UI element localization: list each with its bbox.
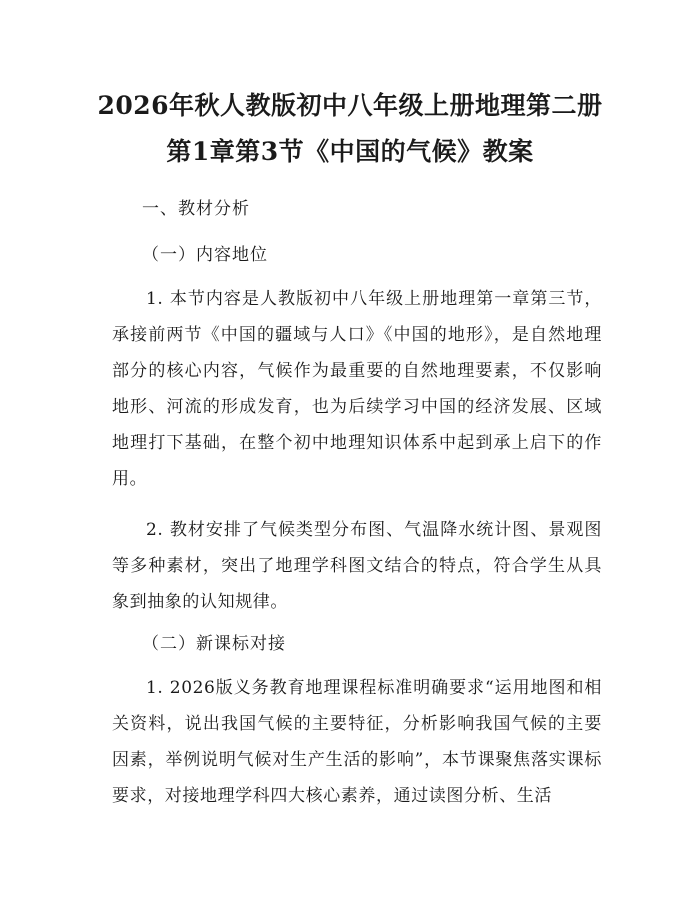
paragraph-new-curriculum-1: 1. 2026版义务教育地理课程标准明确要求“运用地图和相关资料，说出我国气候的主要特征，分析影响我国气候的主要因素，举例说明气候对生产生活的影响”，本节课聚焦落实课标要求，对接地理学科四大核心素养，通过读图分析、生活 (112, 678, 602, 806)
subsection-heading-content-position: （一）内容地位 (142, 245, 268, 265)
paragraph-content-position-1: 1. 本节内容是人教版初中八年级上册地理第一章第三节，承接前两节《中国的疆域与人口》《中国的地形》，是自然地理部分的核心内容，气候作为最重要的自然地理要素，不仅影响地形、河流的形成发育，也为后续学习中国的经济发展、区域地理打下基础，在整个初中地理知识体系中起到承上启下的作用。 (112, 289, 602, 489)
subsection-heading-new-curriculum: （二）新课标对接 (142, 634, 286, 654)
section-heading-textbook-analysis: 一、教材分析 (142, 199, 250, 219)
document-title-line-2: 第1章第3节《中国的气候》教案 (166, 137, 534, 166)
paragraph-content-position-2: 2. 教材安排了气候类型分布图、气温降水统计图、景观图等多种素材，突出了地理学科图文结合的特点，符合学生从具象到抽象的认知规律。 (112, 520, 602, 612)
document-title-line-1: 2026年秋人教版初中八年级上册地理第二册 (97, 91, 603, 120)
